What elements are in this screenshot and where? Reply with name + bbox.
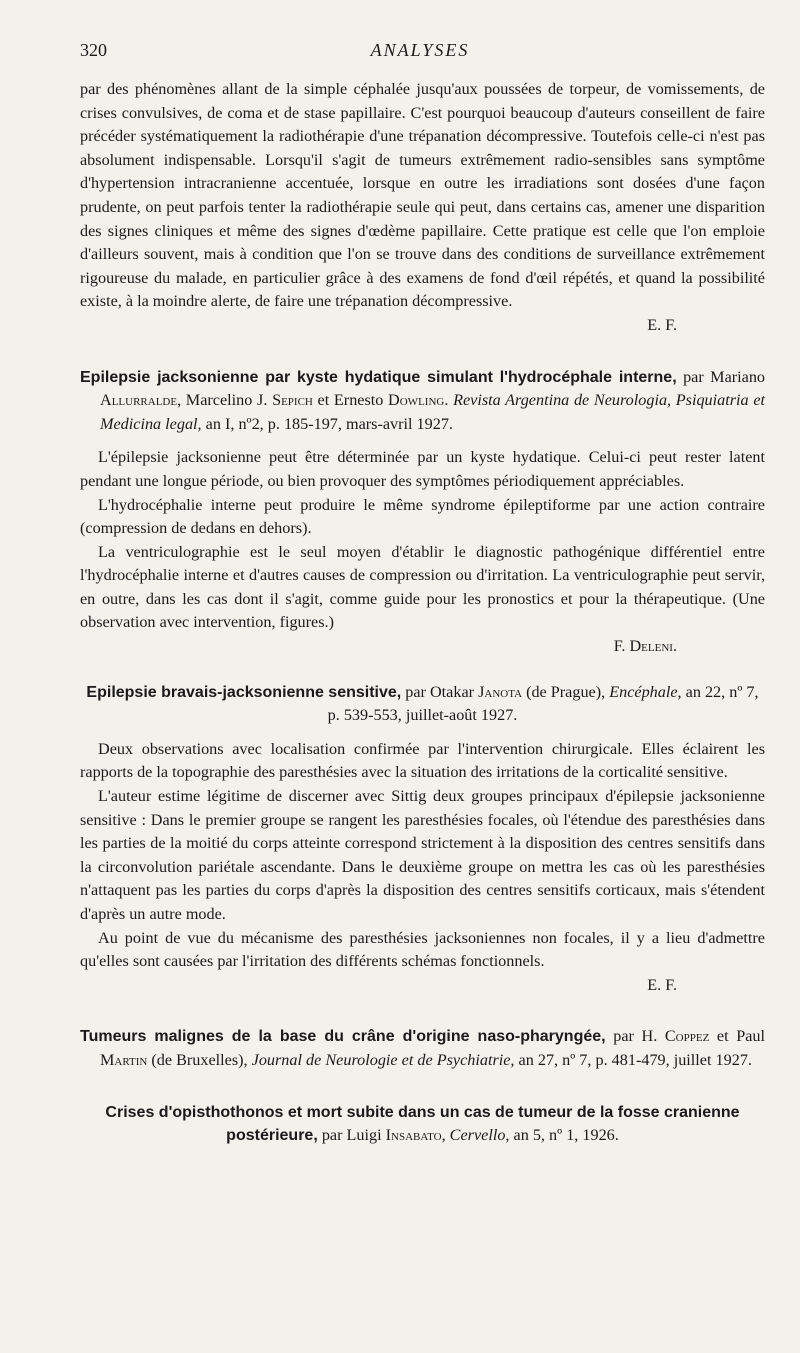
review-paragraph: L'auteur estime légitime de discerner avec Sittig deux groupes principaux d'épilepsie jacksonienne sensitive : Dans le premier groupe se rangent les paresthésies focales, où l'étendue des paresthésies dans les parties de la moitié du corps atteinte correspond strictement à la disposition des centres sensitifs dans la circonvolution pariétale ascendante. Dans le deuxième groupe on mettra les cas où les paresthésies n'attaquent pas les parties du corps d'après la disposition des centres sensitifs corticaux, mais s'étendent d'après un autre mode. [80,787,765,923]
review-signature: E. F. [647,315,677,334]
review-paragraph: L'hydrocéphalie interne peut produire le même syndrome épileptiforme par une action contraire (compression de dedans en dehors). [80,495,765,538]
page-body [80,78,765,1148]
review-paragraph: L'épilepsie jacksonienne peut être déterminée par un kyste hydatique. Celui-ci peut rester latent pendant une longue période, ou bien provoquer des symptômes périodiquement appréciables. [80,448,765,490]
author-name: Insabato, [385,1126,446,1145]
article-title: Crises d'opisthothonos et mort subite dans un cas de tumeur de la fosse cranienne postérieure, [105,1103,740,1145]
author-name: Allurralde [100,391,178,410]
author-name: Martin [100,1050,148,1069]
byline-text: (de Bruxelles), [151,1050,248,1069]
page-number: 320 [80,40,107,60]
byline-text: (de Prague), [526,682,606,701]
byline-text: par H. [613,1027,658,1046]
byline-text: par Mariano [683,367,766,386]
review-heading [80,1101,765,1148]
byline-text: par Otakar [405,682,475,701]
author-name: Coppez [664,1027,710,1046]
author-name: Dowling. [388,391,449,410]
journal-name: Cervello, [449,1126,510,1145]
review-paragraph: Deux observations avec localisation confirmée par l'intervention chirurgicale. Elles éclairent les rapports de la topographie des paresthésies avec la situation des irritations de la corticalité sensitive. [80,739,765,782]
journal-name: Journal de Neurologie et de Psychiatrie, [251,1050,515,1069]
page-header [80,40,760,66]
byline-text: et Paul [716,1027,766,1046]
review-paragraph: La ventriculographie est le seul moyen d'établir le diagnostic pathogénique différentiel entre l'hydrocéphalie interne et d'autres causes de compression ou d'irritation. La ventriculographie peut servir, en outre, dans les cas dont il s'agit, comme guide pour les pronostics et pour la thérapeutique. (Une observation avec intervention, figures.) [80,542,765,632]
author-name: Janota [478,682,523,701]
journal-name: Revista Argentina de Neurologia, Psiquiatria et Medicina legal, [100,391,765,433]
running-head: ANALYSES [370,40,470,60]
review-paragraph: Au point de vue du mécanisme des paresthésies jacksoniennes non focales, il y a lieu d'admettre qu'elles sont causées par l'irritation des différents schémas fonctionnels. [80,928,765,971]
review-signature: F. Deleni. [613,637,677,656]
citation: an 22, nº 7, p. 539-553, juillet-août 1927. [327,682,759,725]
byline-text: , Marcelino J. [177,391,268,410]
author-name: Sepich [272,391,313,410]
review-heading [80,366,765,437]
journal-name: Encéphale, [609,682,682,701]
article-title: Epilepsie bravais-jacksonienne sensitive, [86,683,402,701]
article-title: Tumeurs malignes de la base du crâne d'origine naso-pharyngée, [80,1028,606,1046]
review-paragraph: par des phénomènes allant de la simple céphalée jusqu'aux poussées de torpeur, de vomissements, de crises convulsives, de coma et de stase papillaire. C'est pourquoi beaucoup d'auteurs conseillent de faire précéder systématiquement la radiothérapie d'une trépanation décompressive. Toutefois celle-ci n'est pas absolument indispensable. Lorsqu'il s'agit de tumeurs extrêmement radio-sensibles sans symptôme d'hypertension intracranienne accentuée, lorsque en outre les irradiations sont dosées d'une façon prudente, on peut parfois tenter la radiothérapie seule qui peut, dans certains cas, amener une disparition des signes cliniques et même des signes d'œdème papillaire. Cette pratique est celle que l'on emploie d'ailleurs souvent, mais à condition que l'on se trouve dans des conditions de surveillance extrêmement rigoureuse du malade, en particulier grâce à des examens de fond d'œil répétés, et quand la possibilité existe, à la moindre alerte, de faire une trépanation décompressive. [80,80,765,311]
review-heading [80,1025,765,1072]
byline-text: et Ernesto [312,391,384,410]
review-heading [80,681,765,728]
citation: an 27, nº 7, p. 481-479, juillet 1927. [518,1050,752,1069]
byline-text: par Luigi [321,1126,382,1145]
citation: an 5, nº 1, 1926. [513,1126,619,1145]
citation: an I, nº2, p. 185-197, mars-avril 1927. [205,414,453,433]
article-title: Epilepsie jacksonienne par kyste hydatique simulant l'hydrocéphale interne, [80,368,677,386]
review-signature: E. F. [647,975,677,994]
